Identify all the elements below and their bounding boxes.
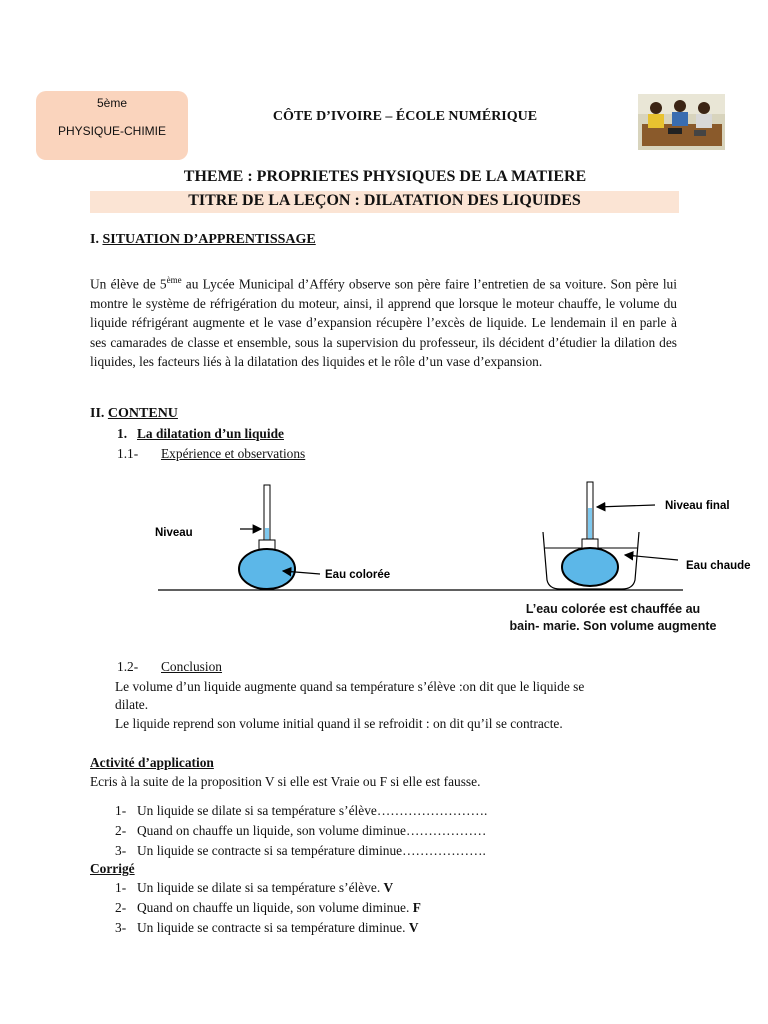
corrige-item-1: [115, 878, 393, 897]
subsection-1-2-number: 1.2-: [117, 659, 139, 674]
corrige-item-1-text: Un liquide se dilate si sa température s’élève.: [137, 880, 384, 895]
activity-item-1-num: 1-: [115, 803, 127, 818]
activity-title: Activité d’application: [90, 755, 214, 770]
activity-item-3: [115, 841, 486, 860]
corrige-title: Corrigé: [90, 861, 135, 876]
corrige-item-3: [115, 918, 419, 937]
section-1-title: SITUATION D’APPRENTISSAGE: [102, 232, 316, 247]
activity-item-3-text: Un liquide se contracte si sa température diminue……………….: [137, 843, 486, 858]
conclusion-line-1b: dilate.: [115, 697, 149, 712]
subject-label: PHYSIQUE-CHIMIE: [57, 124, 166, 138]
para-superscript: ème: [166, 275, 182, 285]
learning-situation-paragraph: [90, 271, 677, 372]
niveau-final-arrow: [597, 505, 655, 507]
subsection-1-2-title: Conclusion: [161, 659, 223, 674]
activity-item-3-num: 3-: [115, 843, 127, 858]
label-niveau: Niveau: [155, 527, 193, 539]
corrige-item-2: [115, 898, 421, 917]
activity-instruction: Ecris à la suite de la proposition V si elle est Vraie ou F si elle est fausse.: [90, 774, 481, 789]
eau-chaude-arrow: [625, 555, 678, 560]
diagram-caption: [500, 601, 726, 635]
subsection-1-number: 1.: [117, 426, 128, 441]
section-2-number: II.: [90, 406, 105, 421]
section-2-heading: [90, 406, 178, 422]
conclusion-line-2: Le liquide reprend son volume initial quand il se refroidit : on dit qu’il se contracte.: [115, 716, 563, 731]
flask-initial: [239, 485, 295, 589]
corrige-item-2-answer: F: [412, 900, 421, 915]
classroom-illustration: [638, 94, 725, 150]
conclusion-line-1a: Le volume d’un liquide augmente quand sa température s’élève :on dit que le liquide se: [115, 679, 585, 694]
activity-item-1: [115, 801, 487, 820]
activity-item-2-num: 2-: [115, 823, 127, 838]
subsection-1-2-heading: [117, 657, 222, 676]
para-rest: au Lycée Municipal d’Afféry observe son père faire l’entretien de sa voiture. Son père lui montre le système de réfrigération du moteur, ainsi, il apprend que lorsque le moteur chauffe, le volume du liquide réfrigérant augmente et le vase d’expansion récupère l’excès de liquide. Le lendemain il en parle à ses camarades de classe et ensemble, sous la supervision du professeur, ils décident d’étudier la dilation des liquides, les facteurs liés à la dilatation des liquides et le rôle d’un vase d’expansion.: [90, 276, 677, 370]
corrige-item-3-text: Un liquide se contracte si sa température diminue.: [137, 920, 409, 935]
dilatation-experiment-diagram: [0, 470, 768, 610]
label-eau-coloree: Eau colorée: [325, 569, 391, 581]
classroom-photo: [638, 94, 725, 150]
corrige-item-1-num: 1-: [115, 880, 127, 895]
grade-label: 5ème: [96, 96, 128, 110]
caption-line-2: bain- marie. Son volume augmente: [509, 619, 717, 633]
caption-line-1: L’eau colorée est chauffée au: [525, 602, 701, 616]
section-1-number: I.: [90, 232, 99, 247]
subsection-1-1-number: 1.1-: [117, 446, 139, 461]
corrige-item-1-answer: V: [383, 880, 394, 895]
country-title: CÔTE D’IVOIRE – ÉCOLE NUMÉRIQUE: [272, 109, 538, 124]
subsection-1-heading: [117, 426, 284, 442]
corrige-item-2-num: 2-: [115, 900, 127, 915]
subsection-1-1-heading: [117, 444, 305, 463]
section-1-heading: [90, 232, 316, 248]
theme-heading: THEME : PROPRIETES PHYSIQUES DE LA MATIERE: [183, 168, 587, 185]
corrige-item-2-text: Quand on chauffe un liquide, son volume diminue.: [137, 900, 413, 915]
corrige-item-3-answer: V: [408, 920, 419, 935]
corrige-item-3-num: 3-: [115, 920, 127, 935]
subsection-1-1-title: Expérience et observations: [161, 446, 306, 461]
para-start: Un élève de 5: [90, 276, 167, 292]
grade-subject-badge: [36, 91, 188, 160]
flask-heated: [562, 482, 618, 586]
lesson-title: TITRE DE LA LEÇON : DILATATION DES LIQUIDES: [188, 192, 581, 209]
activity-item-2: [115, 821, 486, 840]
label-eau-chaude: Eau chaude: [686, 560, 751, 572]
activity-item-2-text: Quand on chauffe un liquide, son volume diminue………………: [137, 823, 487, 838]
label-niveau-final: Niveau final: [665, 500, 730, 512]
activity-item-1-text: Un liquide se dilate si sa température s’élève…………………….: [137, 803, 488, 818]
subsection-1-title: La dilatation d’un liquide: [137, 426, 284, 441]
section-2-title: CONTENU: [107, 406, 178, 421]
